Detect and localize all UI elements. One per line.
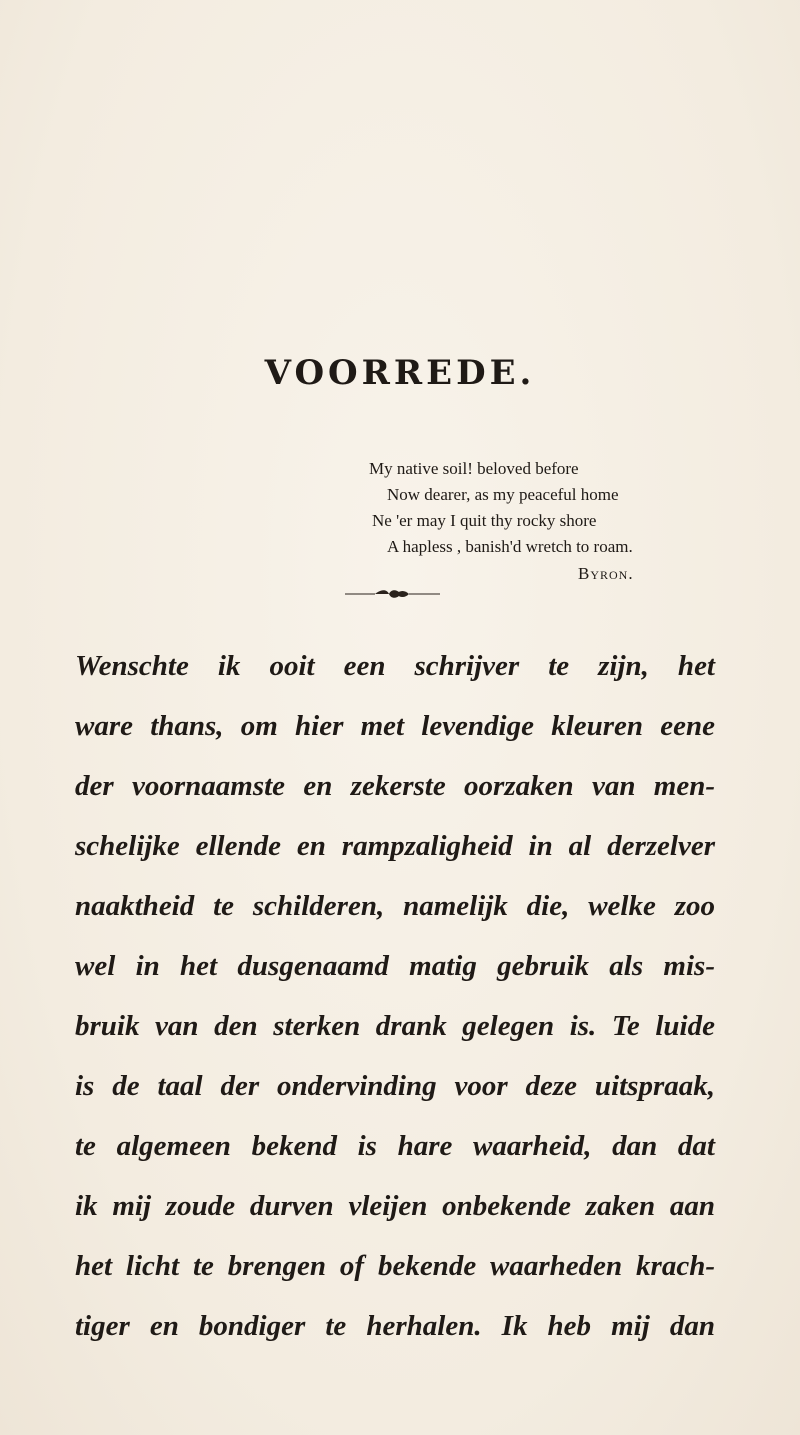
epigraph-line: A hapless , banish'd wretch to roam. bbox=[387, 537, 633, 556]
body-line: der voornaamste en zekerste oorzaken van men- bbox=[75, 770, 715, 802]
body-line: het licht te brengen of bekende waarheden krach- bbox=[75, 1250, 715, 1282]
page-title: VOORREDE. bbox=[264, 353, 536, 393]
body-line: ware thans, om hier met levendige kleuren eene bbox=[75, 710, 715, 742]
body-line: te algemeen bekend is hare waarheid, dan dat bbox=[75, 1130, 715, 1162]
epigraph-line: Now dearer, as my peaceful home bbox=[387, 485, 619, 504]
body-line: ik mij zoude durven vleijen onbekende zaken aan bbox=[75, 1190, 715, 1222]
epigraph-line: Ne 'er may I quit thy rocky shore bbox=[372, 511, 597, 530]
body-line: tiger en bondiger te herhalen. Ik heb mij dan bbox=[75, 1310, 715, 1342]
epigraph-author: Byron. bbox=[578, 564, 634, 583]
body-line: wel in het dusgenaamd matig gebruik als mis- bbox=[75, 950, 715, 982]
body-line: is de taal der ondervinding voor deze uitspraak, bbox=[75, 1070, 715, 1102]
body-line: Wenschte ik ooit een schrijver te zijn, het bbox=[75, 650, 715, 682]
body-line: bruik van den sterken drank gelegen is. Te luide bbox=[75, 1010, 715, 1042]
epigraph-line: My native soil! beloved before bbox=[369, 459, 579, 478]
body-line: schelijke ellende en rampzaligheid in al derzelver bbox=[75, 830, 715, 862]
body-line: naaktheid te schilderen, namelijk die, welke zoo bbox=[75, 890, 715, 922]
ornament-divider bbox=[345, 588, 440, 600]
